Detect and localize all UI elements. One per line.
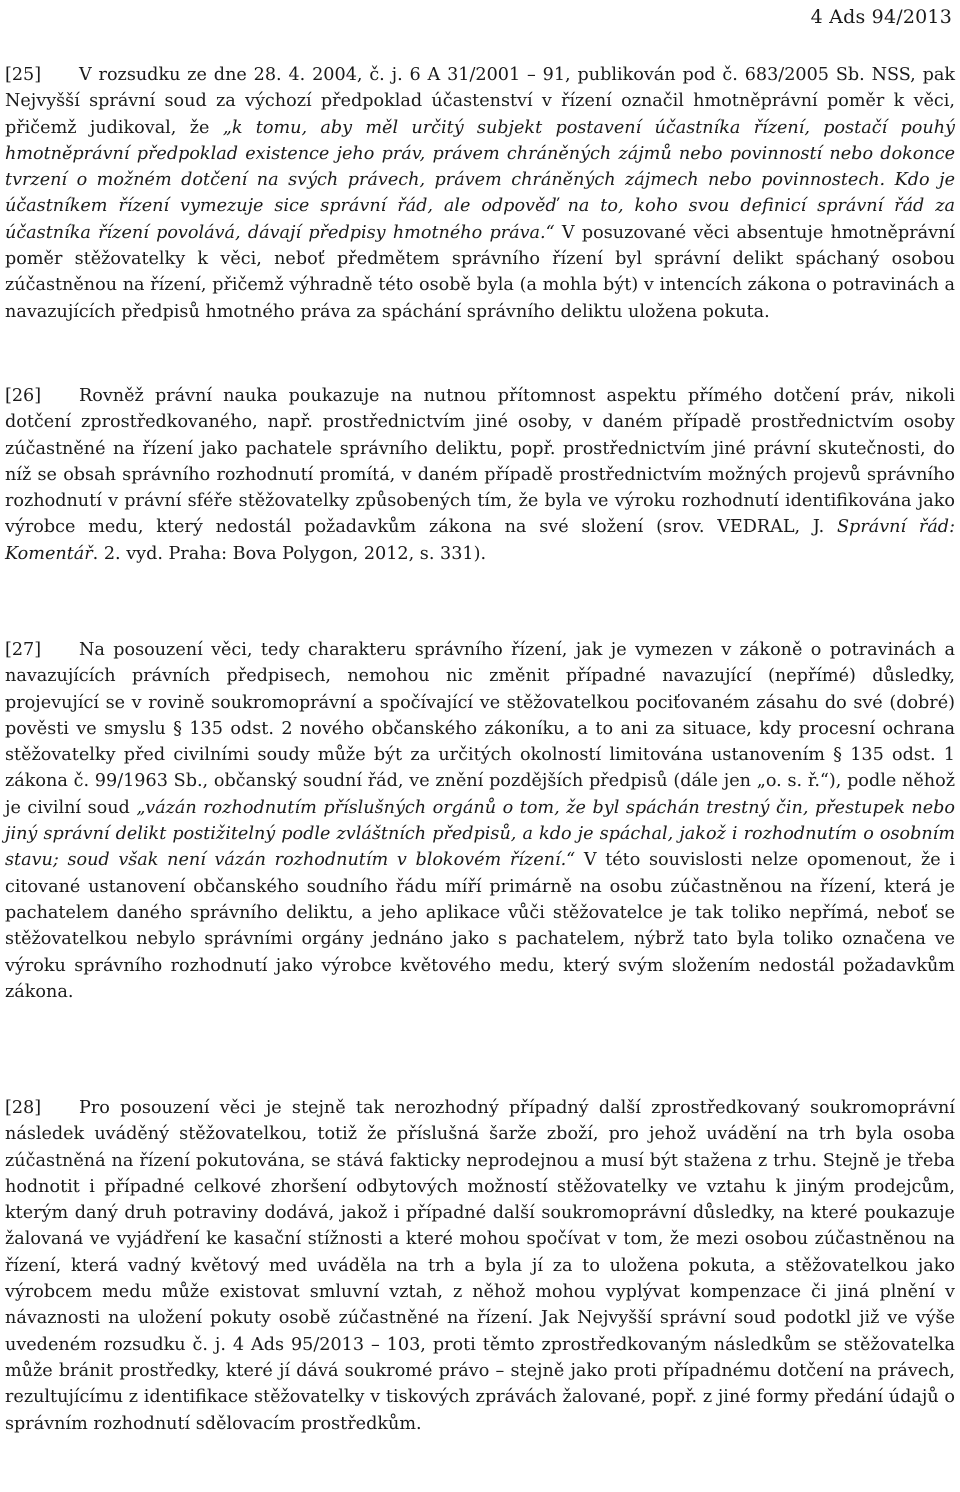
paragraph-text: Rovněž právní nauka poukazuje na nutnou přítomnost aspektu přímého dotčení práv, nikoli dotčení zprostředkovaného, např. prostřednictvím jiné osoby, v daném případě prostřednictvím osoby zúčastněné na řízení jako pachatele správního deliktu, popř. prostřednictvím jiné právní skutečnosti, do níž se obsah správního rozhodnutí promítá, v daném případě prostřednictvím možných projevů správního rozhodnutí v právní sféře stěžovatelky způsobených tím, že byla ve výroku rozhodnutí identifikována jako výrobce medu, který nedostál požadavkům zákona na své složení (srov. VEDRAL, J. xyxy=(5,386,955,538)
paragraph-number: [28] xyxy=(5,1098,42,1118)
paragraph-number: [27] xyxy=(5,640,42,660)
paragraph-text: V rozsudku ze dne 28. 4. 2004, č. j. 6 A 31/2001 – 91, publikován pod č. 683/2005 Sb. NSS, pak Nejvyšší správní soud za výchozí předpoklad účastenství v řízení označil hmotněprávní poměr k věci, přičemž judikoval, že xyxy=(5,65,955,138)
paragraph-27 xyxy=(5,637,955,1005)
paragraph-number: [25] xyxy=(5,65,42,85)
quotation: „k tomu, aby měl určitý subjekt postavení účastníka řízení, postačí pouhý hmotněprávní předpoklad existence jeho práv, právem chráněných zájmů nebo povinností nebo dokonce tvrzení o možném dotčení na svých právech, právem chráněných zájmech nebo povinnostech. Kdo je účastníkem řízení vymezuje sice správní řád, ale odpověď na to, koho svou definicí správní řád za účastníka řízení povolává, dávají předpisy hmotného práva.“ xyxy=(5,117,955,243)
paragraph-text: Pro posouzení věci je stejně tak nerozhodný případný další zprostředkovaný soukromoprávní následek uváděný stěžovatelkou, totiž že příslušná šarže zboží, pro jehož uvádění na trh byla osoba zúčastněná na řízení pokutována, se stává fakticky neprodejnou a musí být stažena z trhu. Stejně je třeba hodnotit i případné celkové zhoršení odbytových možností stěžovatelky ve vztahu k jiným prodejcům, kterým daný druh potraviny dodává, jakož i případné další soukromoprávní důsledky, na které poukazuje žalovaná ve vyjádření ke kasační stížnosti a které mohou spočívat v tom, že mezi osobou zúčastněnou na řízení, která vadný květový med uváděla na trh a byla jí za to uložena pokuta, a stěžovatelkou jako výrobcem medu může existovat smluvní vztah, z něhož mohou vyplývat kompenzace či jiná plnění v návaznosti na uložení pokuty osobě zúčastněné na řízení. Jak Nejvyšší správní soud podotkl již ve výše uvedeném rozsudku č. j. 4 Ads 95/2013 – 103, proti těmto zprostředkovaným následkům se stěžovatelka může bránit prostředky, které jí dává soukromé právo – stejně jako proti případnému dotčení na právech, rezultujícímu z identifikace stěžovatelky v tiskových zprávách žalované, popř. z jiné formy předání údajů o správním rozhodnutí sdělovacím prostředkům. xyxy=(5,1098,955,1434)
paragraph-25 xyxy=(5,62,955,325)
paragraph-text: V posuzované věci absentuje hmotněprávní poměr stěžovatelky k věci, neboť předmětem správního řízení byl správní delikt spáchaný osobou zúčastněnou na řízení, přičemž výhradně této osobě byla (a mohla být) v intencích zákona o potravinách a navazujících předpisů hmotného práva za spáchání správního deliktu uložena pokuta. xyxy=(5,222,955,322)
paragraph-28 xyxy=(5,1095,955,1437)
paragraph-number: [26] xyxy=(5,386,42,406)
citation-title: Správní řád: Komentář xyxy=(5,517,956,564)
paragraph-text: V této souvislosti nelze opomenout, že i citované ustanovení občanského soudního řádu míří primárně na osobu zúčastněnou na řízení, která je pachatelem daného správního deliktu, a jeho aplikace vůči stěžovatelce je tak toliko nepřímá, neboť se stěžovatelkou nebylo správními orgány jednáno jako s pachatelem, nýbrž tato byla toliko označena ve výroku správního rozhodnutí jako výrobce květového medu, který svým složením nedostál požadavkům zákona. xyxy=(5,850,955,1002)
case-reference: 4 Ads 94/2013 xyxy=(810,6,952,28)
paragraph-26 xyxy=(5,383,955,567)
paragraph-text: Na posouzení věci, tedy charakteru správního řízení, jak je vymezen v zákoně o potravinách a navazujících právních předpisech, nemohou nic změnit případné navazující (nepřímé) důsledky, projevující se v rovině soukromoprávní a spočívající ve stěžovatelkou pociťovaném zásahu do své (dobré) pověsti ve smyslu § 135 odst. 2 nového občanského zákoníku, a to ani za situace, kdy procesní ochrana stěžovatelky před civilními soudy může být za určitých okolností limitována ustanovením § 135 odst. 1 zákona č. 99/1963 Sb., občanský soudní řád, ve znění pozdějších předpisů (dále jen „o. s. ř.“), podle něhož je civilní soud xyxy=(5,640,955,818)
paragraph-text: . 2. vyd. Praha: Bova Polygon, 2012, s. 331). xyxy=(92,543,487,564)
quotation: „vázán rozhodnutím příslušných orgánů o tom, že byl spáchán trestný čin, přestupek nebo jiný správní delikt postižitelný podle zvláštních předpisů, a kdo je spáchal, jakož i rozhodnutím o osobním stavu; soud však není vázán rozhodnutím v blokovém řízení.“ xyxy=(5,797,956,871)
